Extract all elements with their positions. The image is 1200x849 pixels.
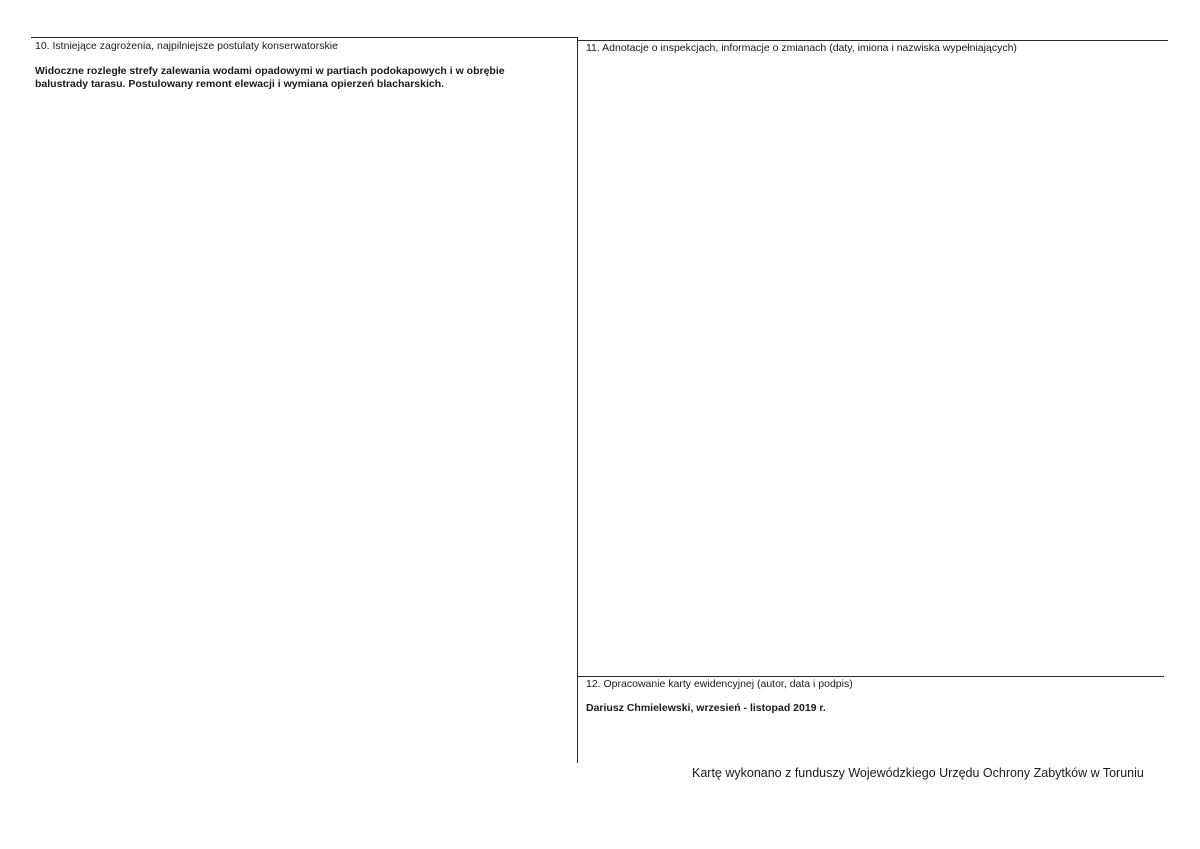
section12-heading: 12. Opracowanie karty ewidencyjnej (autor, data i podpis): [586, 678, 853, 690]
funding-footer-note: Kartę wykonano z funduszy Wojewódzkiego Urzędu Ochrony Zabytków w Toruniu: [692, 766, 1144, 780]
section10-body-line1: Widoczne rozległe strefy zalewania wodami opadowymi w partiach podokapowych i w obrębie: [35, 65, 505, 77]
section10-heading: 10. Istniejące zagrożenia, najpilniejsze postulaty konserwatorskie: [35, 40, 338, 52]
section11-heading: 11. Adnotacje o inspekcjach, informacje o zmianach (daty, imiona i nazwiska wypełniających): [586, 42, 1017, 54]
section10-body-line2: balustrady tarasu. Postulowany remont elewacji i wymiana opierzeń blacharskich.: [35, 78, 445, 90]
column-divider: [577, 37, 578, 763]
top-rule-right: [578, 40, 1168, 41]
section12-author: Dariusz Chmielewski, wrzesień - listopad 2019 r.: [586, 702, 826, 714]
top-rule-left: [31, 37, 578, 38]
section12-top-rule: [578, 676, 1164, 677]
